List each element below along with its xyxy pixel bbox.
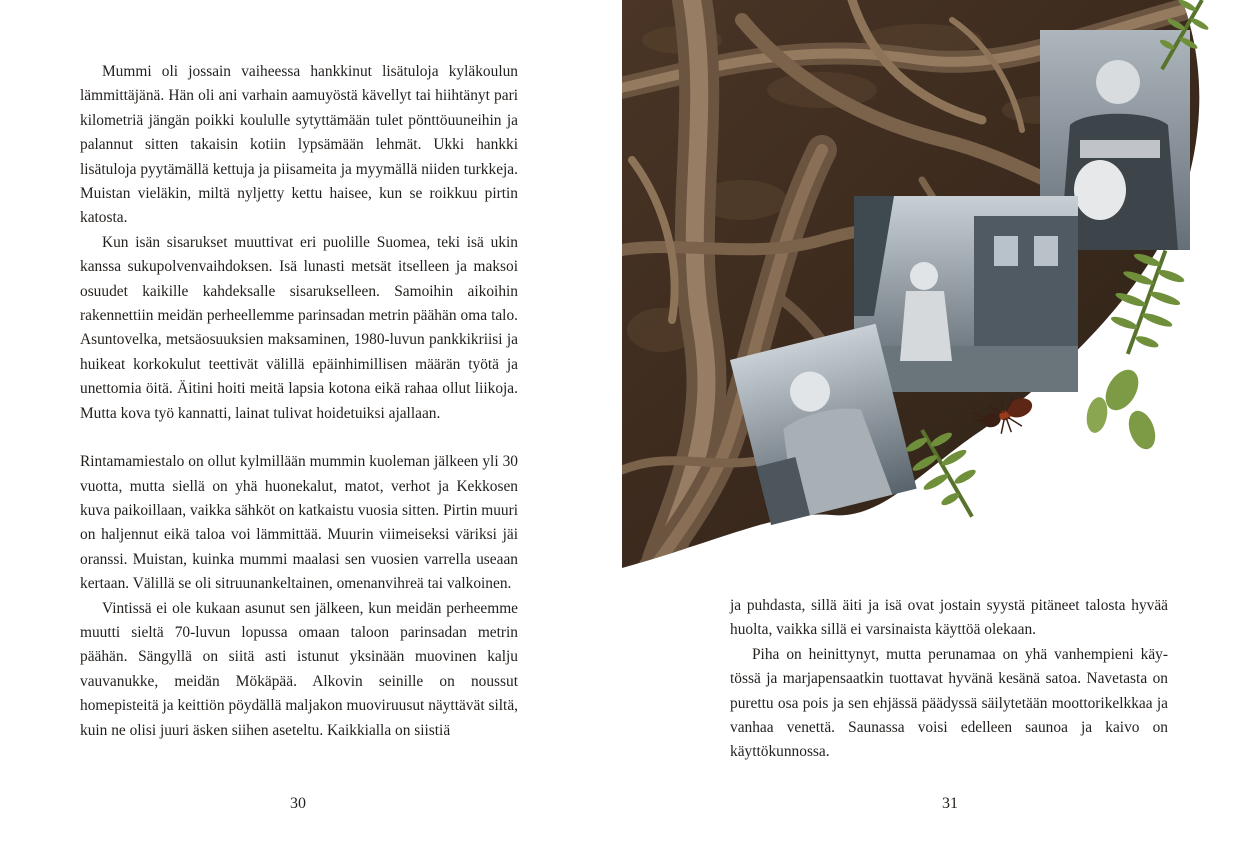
roots-photo-collage [622,0,1244,570]
right-body-text [730,594,1168,765]
page-number-left: 30 [290,795,306,812]
left-paragraph-2: Kun isän sisarukset muuttivat eri puolille Suomea, teki isä ukin kanssa sukupolvenvaihdoksen. Isä lunasti metsät itselleen ja maksoi osuudet kaikille kahdeksalle sisarukselleen. Samoihin aikoihin rakennettiin meidän perheellemme parinsadan metrin päähän oma talo. Asuntovelka, metsäosuuksien maksaminen, 1980-luvun pankkikriisi ja huikeat korkokulut teettivät välillä epäinhimillisen määrän työtä ja unettomia öitä. Äitini hoiti meitä lapsia kotona eikä rahaa ollut liikoja. Mutta kova työ kannatti, lainat tulivat hoidetuiksi ajallaan. [80,233,518,422]
left-body-text [80,60,518,743]
page-number-right: 31 [942,795,958,812]
left-paragraph-4: Vintissä ei ole kukaan asunut sen jälkeen, kun meidän perheemme muutti sieltä 70-luvun lopussa omaan taloon parinsadan metrin päähän. Sängyllä on siitä asti istunut yksinään muovinen kalju vauvanukke, meidän Mökäpää. Alkovin seinille on noussut homepisteitä ja keittiön pöydällä maljakon muoviruusut näyttävät siltä, kuin ne olisi juuri äsken siihen aseteltu. Kaikkialla on siistiä [80,599,518,739]
right-paragraph-2: Piha on heinittynyt, mutta perunamaa on yhä vanhempieni käytössä ja marjapensaatkin tuottavat hyvänä kesänä satoa. Navetasta on purettu osa pois ja sen ehjässä päädyssä säilytetään moottorikelkkaa ja vanhaa venettä. Saunassa voisi edelleen saunoa ja kaivo on käyttökunnossa. [730,645,1168,761]
right-paragraph-1: ja puhdasta, sillä äiti ja isä ovat jostain syystä pitäneet talosta hyvää huolta, vaikka sillä ei varsinaista käyttöä olekaan. [730,597,1168,639]
right-page [622,0,1244,866]
photo-woman-at-house [854,196,1078,392]
left-paragraph-3: Rintamamiestalo on ollut kylmillään mummin kuoleman jälkeen yli 30 vuotta, mutta siellä on yhä huonekalut, matot, verhot ja Kekkosen kuva paikoillaan, vaikka sähköt on katkaistu vuosia sitten. Pirtin muuri on haljennut eikä taloa voi lämmittää. Muurin viimeiseksi väriksi jäi oranssi. Muistan, kuinka mummi maalasi sen vuosien varrella useaan kertaan. Välillä se oli sitruunankeltainen, omenanvihreä tai valkoinen. [80,453,518,593]
left-paragraph-1: Mummi oli jossain vaiheessa hankkinut lisätuloja kyläkoulun lämmittäjänä. Hän oli ani varhain aamuyöstä kävellyt tai hiihtänyt pari kilometriä jängän poikki koululle sytyttämään tulet pönttöuuneihin ja palannut sitten takaisin kotiin lypsämään lehmät. Ukki hankki lisätuloja pyytämällä kettuja ja piisameita ja myymällä niiden turkkeja. Muistan vieläkin, miltä nyljetty kettu haisee, kun se roikkuu pirtin katosta. [80,63,518,227]
